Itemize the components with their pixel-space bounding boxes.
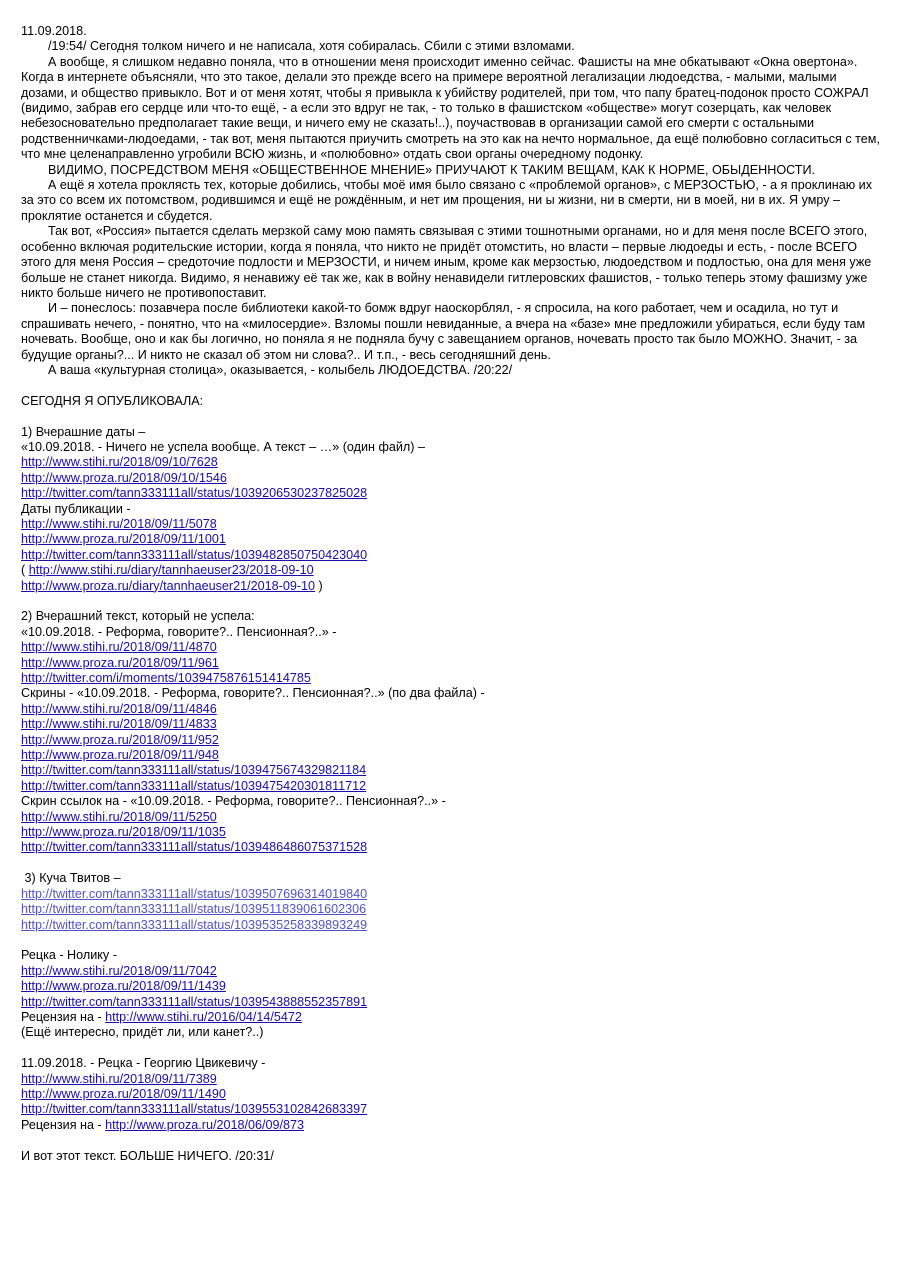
paragraph: А вообще, я слишком недавно поняла, что в отношении меня происходит именно сейчас. Фашисты на мне обкатывают «Окна овертона». Когда в интернете объясняли, что это такое, делали это прежде всего на примере вероятной легализации людоедства, - малыми, малыми дозами, и общество привыкло. Вот и от меня хотят, чтобы я привыкла к убийству родителей, при том, что папу братец-подонок просто СОЖРАЛ (видимо, забрав его сердце или что-то ещё, - а если это вдруг не так, - то только в фашистском «обществе» могут созерцать, как человек небезосновательно предполагает такие вещи, и ничего ему не сказать!..), поучаствовав в организации самой его смерти с остальными родственничками-людоедами, - так вот, меня пытаются приучить смотреть на это как на нечто нормальное, да ещё полюбовно согласиться с тем, что мне целенаправленно угробили ВСЮ жизнь, и «полюбовно» отдать свои органы очередному подонку.	[21, 54, 880, 162]
paren-close: )	[315, 578, 323, 593]
proza-link[interactable]: http://www.proza.ru/2018/09/11/948	[21, 748, 219, 763]
screens-label: Скрины - «10.09.2018. - Реформа, говорите?.. Пенсионная?..» (по два файла) -	[21, 686, 485, 701]
reviewed-link[interactable]: http://www.stihi.ru/2016/04/14/5472	[105, 1009, 302, 1024]
proza-link[interactable]: http://www.proza.ru/2018/09/11/1001	[21, 532, 226, 547]
paragraph: /19:54/ Сегодня толком ничего и не написала, хотя собиралась. Сбили с этими взломами.	[48, 39, 575, 54]
review-heading: Рецка - Нолику -	[21, 948, 117, 963]
section-heading: 3) Куча Твитов –	[21, 871, 121, 886]
twitter-link[interactable]: http://twitter.com/tann333111all/status/1039543888552357891	[21, 994, 368, 1009]
section-heading: 2) Вчерашний текст, который не успела:	[21, 609, 255, 624]
link-screen-label: Скрин ссылок на - «10.09.2018. - Реформа, говорите?.. Пенсионная?..» -	[21, 794, 446, 809]
paragraph: А ваша «культурная столица», оказывается, - колыбель ЛЮДОЕДСТВА. /20:22/	[48, 362, 513, 377]
twitter-link[interactable]: http://twitter.com/tann333111all/status/1039486486075371528	[21, 840, 368, 855]
text-title: «10.09.2018. - Реформа, говорите?.. Пенсионная?..» -	[21, 624, 337, 639]
twitter-link[interactable]: http://twitter.com/tann333111all/status/1039475674329821184	[21, 763, 367, 778]
paragraph: ВИДИМО, ПОСРЕДСТВОМ МЕНЯ «ОБЩЕСТВЕННОЕ МНЕНИЕ» ПРИУЧАЮТ К ТАКИМ ВЕЩАМ, КАК К НОРМЕ, ОБЫДЕННОСТИ.	[48, 162, 816, 177]
proza-link[interactable]: http://www.proza.ru/2018/09/11/1035	[21, 825, 226, 840]
stihi-link[interactable]: http://www.stihi.ru/2018/09/11/7042	[21, 963, 217, 978]
review-note: (Ещё интересно, придёт ли, или канет?..)	[21, 1025, 264, 1040]
twitter-link[interactable]: http://twitter.com/tann333111all/status/1039475420301811712	[21, 778, 367, 793]
proza-link[interactable]: http://www.proza.ru/2018/09/11/952	[21, 732, 219, 747]
proza-link[interactable]: http://www.proza.ru/2018/09/11/1439	[21, 979, 226, 994]
twitter-moment-link[interactable]: http://twitter.com/i/moments/1039475876151414785	[21, 671, 311, 686]
diary-link[interactable]: http://www.stihi.ru/diary/tannhaeuser23/2018-09-10	[28, 563, 314, 578]
stihi-link[interactable]: http://www.stihi.ru/2018/09/10/7628	[21, 455, 218, 470]
section-heading: 1) Вчерашние даты –	[21, 424, 146, 439]
closing-line: И вот этот текст. БОЛЬШЕ НИЧЕГО. /20:31/	[21, 1148, 274, 1163]
twitter-link[interactable]: http://twitter.com/tann333111all/status/1039553102842683397	[21, 1102, 368, 1117]
stihi-link[interactable]: http://www.stihi.ru/2018/09/11/4846	[21, 701, 217, 716]
stihi-link[interactable]: http://www.stihi.ru/2018/09/11/7389	[21, 1071, 217, 1086]
twitter-link[interactable]: http://twitter.com/tann333111all/status/1039535258339893249	[21, 917, 368, 932]
twitter-link[interactable]: http://twitter.com/tann333111all/status/1039511839061602306	[21, 902, 367, 917]
stihi-link[interactable]: http://www.stihi.ru/2018/09/11/5250	[21, 809, 217, 824]
stihi-link[interactable]: http://www.stihi.ru/2018/09/11/4870	[21, 640, 217, 655]
review-label: Рецензия на -	[21, 1009, 106, 1024]
proza-link[interactable]: http://www.proza.ru/2018/09/10/1546	[21, 470, 227, 485]
review-heading: 11.09.2018. - Рецка - Георгию Цвикевичу -	[21, 1056, 266, 1071]
review-label: Рецензия на -	[21, 1117, 106, 1132]
paragraph: Так вот, «Россия» пытается сделать мерзкой саму мою память связывая с этими тошнотными органами, но и для меня после ВСЕГО этого, особенно включая родительские истории, когда я поняла, что никто не придёт отомстить, но власти – первые людоеды и есть, - после ВСЕГО этого для меня Россия – средоточие подлости и МЕРЗОСТИ, и ничем иным, кроме как мерзостью, людоедством и подлостью, она для меня уже больше не станет никогда. Видимо, я ненавижу её так же, как в войну ненавидели гитлеровских фашистов, - только теперь этому фашизму уже никто больше ничего не противопоставит.	[21, 224, 872, 300]
reviewed-link[interactable]: http://www.proza.ru/2018/06/09/873	[105, 1117, 305, 1132]
paren-open: (	[21, 563, 29, 578]
twitter-link[interactable]: http://twitter.com/tann333111all/status/1039482850750423040	[21, 547, 368, 562]
twitter-link[interactable]: http://twitter.com/tann333111all/status/1039206530237825028	[21, 486, 368, 501]
proza-link[interactable]: http://www.proza.ru/2018/09/11/1490	[21, 1086, 226, 1101]
text-title: «10.09.2018. - Ничего не успела вообще. А текст – …» (один файл) –	[21, 439, 425, 454]
diary-link[interactable]: http://www.proza.ru/diary/tannhaeuser21/2018-09-10	[21, 578, 316, 593]
paragraph: И – понеслось: позавчера после библиотеки какой-то бомж вдруг наоскорблял, - я спросила, на кого работает, чем и осадила, но тут и спрашивать нечего, - понятно, что на «милосердие». Взломы пошли невиданные, а вчера на «базе» мне предложили убираться, если буду там ночевать. Вообще, оно и как бы логично, но поняла я не подняла бучу с завещанием органов, ночевать просто так было МОЖНО. Значит, - за будущие органы?... И никто не сказал об этом ни слова?.. И т.п., - весь сегодняшний день.	[21, 301, 866, 362]
proza-link[interactable]: http://www.proza.ru/2018/09/11/961	[21, 655, 219, 670]
publication-dates-label: Даты публикации -	[21, 501, 131, 516]
paragraph: А ещё я хотела проклясть тех, которые добились, чтобы моё имя было связано с «проблемой органов», с МЕРЗОСТЬЮ, - а я проклинаю их за это со всем их потомством, родившимся и ещё не рождённым, и нет им прощения, ни ы жизни, ни в смерти, ни в моей, ни в их. Я умру – проклятие останется и сбудется.	[21, 178, 872, 223]
stihi-link[interactable]: http://www.stihi.ru/2018/09/11/5078	[21, 516, 217, 531]
twitter-link[interactable]: http://twitter.com/tann333111all/status/1039507696314019840	[21, 886, 368, 901]
document-page	[21, 24, 883, 1164]
published-heading: СЕГОДНЯ Я ОПУБЛИКОВАЛА:	[21, 393, 204, 408]
stihi-link[interactable]: http://www.stihi.ru/2018/09/11/4833	[21, 717, 217, 732]
entry-date: 11.09.2018.	[21, 24, 87, 38]
